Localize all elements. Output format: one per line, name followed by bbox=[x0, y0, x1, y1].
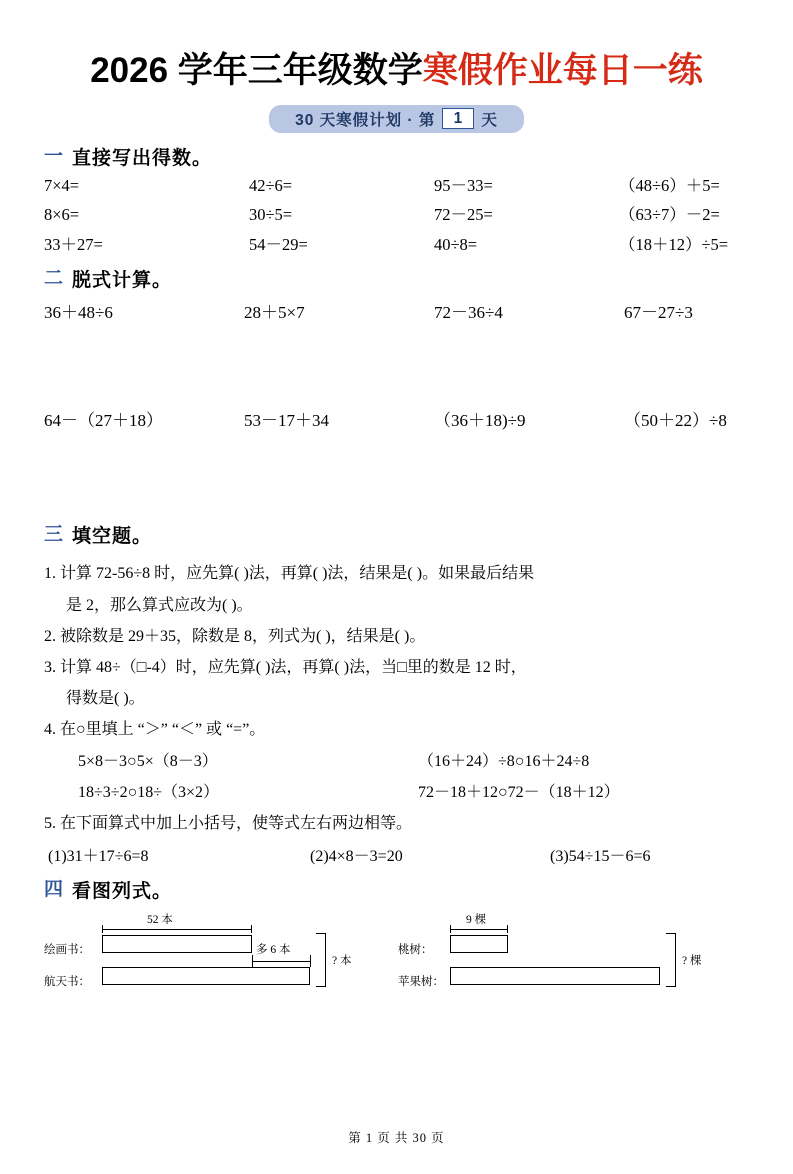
stepwise-problem: 67－27÷3 bbox=[624, 303, 693, 323]
fill-question-5: 5. 在下面算式中加上小括号，使等式左右两边相等。 bbox=[44, 814, 413, 832]
left-row1-label: 绘画书： bbox=[44, 944, 90, 957]
oral-problem: 7×4= bbox=[44, 175, 80, 195]
left-total-label: ? 本 bbox=[332, 955, 352, 968]
left-diff-line bbox=[252, 961, 310, 962]
plan-bar-container bbox=[44, 105, 749, 133]
fill-question-1-line2: 是 2，那么算式应改为( )。 bbox=[66, 596, 253, 614]
right-top-label: 9 棵 bbox=[466, 914, 487, 927]
comparison-item: 72－18＋12○72－（18＋12） bbox=[418, 783, 620, 801]
oral-problem: 54－29= bbox=[249, 234, 308, 254]
oral-calculation-grid bbox=[44, 176, 749, 256]
right-total-label: ? 棵 bbox=[682, 955, 702, 968]
left-top-tick-end bbox=[251, 925, 252, 933]
section-three-title: 填空题。 bbox=[72, 526, 153, 548]
section-two-title: 脱式计算。 bbox=[72, 270, 173, 292]
comparison-row-2 bbox=[44, 777, 749, 808]
fill-question-4: 4. 在○里填上 “＞” “＜” 或 “=”。 bbox=[44, 721, 266, 739]
fill-question-3-line1: 3. 计算 48÷（□-4）时，应先算( )法，再算( )法，当□里的数是 12 时， bbox=[44, 658, 527, 676]
comparison-item: （16＋24）÷8○16＋24÷8 bbox=[418, 752, 590, 770]
page-footer: 第 1 页 共 30 页 bbox=[348, 1131, 445, 1145]
oral-problem: 30÷5= bbox=[249, 205, 293, 225]
picture-problem-left bbox=[44, 911, 374, 999]
worksheet-page bbox=[0, 52, 793, 1174]
section-one-title: 直接写出得数。 bbox=[72, 147, 213, 169]
left-top-tick-start bbox=[102, 925, 103, 933]
section-two-heading bbox=[44, 265, 749, 292]
oral-problem: （48÷6）＋5= bbox=[619, 175, 720, 195]
section-four-heading bbox=[44, 876, 749, 903]
plan-bar bbox=[269, 105, 524, 133]
left-diff-tick-end bbox=[310, 955, 311, 967]
section-three-heading bbox=[44, 521, 749, 548]
fill-in-blank-list bbox=[44, 558, 749, 872]
stepwise-problem: （50＋22）÷8 bbox=[624, 411, 727, 431]
section-four-number: 四 bbox=[44, 879, 64, 901]
stepwise-problem: 53－17＋34 bbox=[244, 411, 329, 431]
plan-bar-day: 1 bbox=[442, 108, 474, 129]
stepwise-calculation-row-1 bbox=[44, 298, 749, 323]
oral-problem: 33＋27= bbox=[44, 234, 103, 254]
right-top-tick-end bbox=[507, 925, 508, 933]
plan-bar-prefix: 30 天寒假计划 · 第 bbox=[295, 111, 436, 129]
section-two-number: 二 bbox=[44, 268, 64, 290]
left-bar-row1 bbox=[102, 935, 252, 953]
left-bar-row2 bbox=[102, 967, 310, 985]
parenthesis-item: (3)54÷15－6=6 bbox=[550, 848, 651, 866]
oral-problem: 8×6= bbox=[44, 205, 80, 225]
comparison-row-1 bbox=[44, 746, 749, 777]
picture-problems bbox=[44, 911, 749, 999]
right-bar-row1 bbox=[450, 935, 508, 953]
right-row2-label: 苹果树： bbox=[398, 976, 444, 989]
right-top-measure-line bbox=[450, 929, 508, 930]
left-top-measure-line bbox=[102, 929, 252, 930]
comparison-item: 5×8－3○5×（8－3） bbox=[78, 752, 218, 770]
fill-question-3-line2: 得数是( )。 bbox=[66, 690, 145, 708]
fill-question-1-line1: 1. 计算 72-56÷8 时，应先算( )法，再算( )法，结果是( )。如果最后结果 bbox=[44, 565, 535, 583]
section-one-heading bbox=[44, 143, 749, 170]
parenthesis-item: (2)4×8－3=20 bbox=[310, 848, 403, 866]
page-title bbox=[44, 52, 749, 91]
left-row2-label: 航天书： bbox=[44, 976, 90, 989]
page-title-black: 2026 学年三年级数学 bbox=[90, 51, 423, 90]
section-three-number: 三 bbox=[44, 524, 64, 546]
right-bar-row2 bbox=[450, 967, 660, 985]
oral-problem: （18＋12）÷5= bbox=[619, 234, 729, 254]
stepwise-problem: 72－36÷4 bbox=[434, 303, 503, 323]
stepwise-problem: （36＋18)÷9 bbox=[434, 411, 526, 431]
page-title-red: 寒假作业每日一练 bbox=[422, 51, 703, 90]
section-four-title: 看图列式。 bbox=[72, 881, 173, 903]
parenthesis-item: (1)31＋17÷6=8 bbox=[48, 848, 149, 866]
oral-problem: （63÷7）－2= bbox=[619, 205, 720, 225]
left-total-brace bbox=[316, 933, 326, 987]
stepwise-problem: 28＋5×7 bbox=[244, 303, 305, 323]
picture-problem-right bbox=[398, 911, 728, 999]
left-top-label: 52 本 bbox=[147, 914, 173, 927]
stepwise-problem: 64－（27＋18） bbox=[44, 411, 163, 431]
oral-problem: 72－25= bbox=[434, 205, 493, 225]
right-row1-label: 桃树： bbox=[398, 944, 433, 957]
right-total-brace bbox=[666, 933, 676, 987]
left-diff-label: 多 6 本 bbox=[256, 944, 291, 957]
stepwise-problem: 36＋48÷6 bbox=[44, 303, 113, 323]
oral-problem: 95－33= bbox=[434, 175, 493, 195]
stepwise-calculation-row-2 bbox=[44, 406, 749, 431]
fill-question-2: 2. 被除数是 29＋35，除数是 8，列式为( )，结果是( )。 bbox=[44, 627, 426, 645]
section-one-number: 一 bbox=[44, 145, 64, 167]
oral-problem: 40÷8= bbox=[434, 234, 478, 254]
comparison-item: 18÷3÷2○18÷（3×2） bbox=[78, 783, 220, 801]
plan-bar-suffix: 天 bbox=[481, 111, 498, 129]
oral-problem: 42÷6= bbox=[249, 175, 293, 195]
right-top-tick-start bbox=[450, 925, 451, 933]
parenthesis-items-row bbox=[44, 841, 749, 872]
